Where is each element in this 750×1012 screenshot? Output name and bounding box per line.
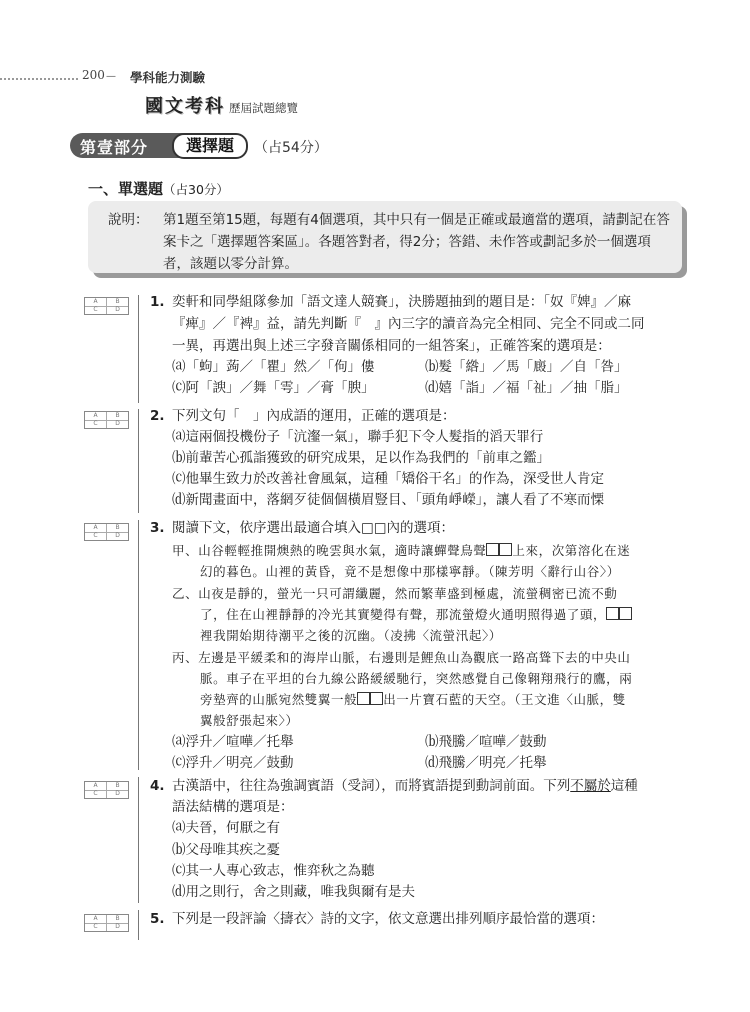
question-stem-line: 『痺』／『裨』益，請先判斷『 』內三字的讀音為完全相同、完全不同或二同 — [172, 316, 645, 332]
passage-jia-line — [172, 541, 630, 561]
question-stem: 閱讀下文，依序選出最適合填入□□內的選項： — [172, 520, 455, 536]
answer-box-q5[interactable] — [84, 914, 129, 932]
passage-bing-line — [200, 690, 626, 710]
option-b: ⒝父母唯其疾之憂 — [172, 842, 280, 858]
option-a: ⒜夫晉，何厭之有 — [172, 820, 280, 836]
answer-cell-d[interactable]: D — [115, 532, 120, 539]
passage-bing-line: 脈。車子在平坦的台九線公路緩緩馳行，突然感覺自己像翱翔飛行的鷹，兩 — [200, 671, 633, 686]
passage-jia-line: 幻的暮色。山裡的黃昏，竟不是想像中那樣寧靜。（陳芳明〈辭行山谷〉） — [200, 564, 620, 579]
answer-cell-c[interactable]: C — [85, 420, 107, 428]
question-divider — [138, 295, 139, 403]
answer-cell-c[interactable]: C — [85, 306, 107, 314]
answer-cell-a[interactable]: A — [85, 524, 107, 533]
question-number: 3. — [150, 520, 165, 536]
instructions-line: 者，該題以零分計算。 — [163, 256, 298, 272]
question-stem-line: 語法結構的選項是： — [172, 799, 294, 815]
blank-box — [486, 543, 499, 556]
section-score: （占30分） — [163, 182, 229, 197]
option-c: ⒞他畢生致力於改善社會風氣，這種「矯俗干名」的作為，深受世人肯定 — [172, 471, 604, 487]
question-stem-line: 奕軒和同學組隊參加「語文達人競賽」，決勝題抽到的題目是：「奴『婢』／麻 — [172, 294, 631, 310]
part-title: 選擇題 — [172, 133, 248, 159]
answer-cell-d[interactable]: D — [115, 420, 120, 427]
blank-box — [357, 692, 370, 705]
answer-cell-b[interactable]: B — [107, 915, 128, 924]
option-d: ⒟飛騰／明亮／托舉 — [425, 755, 547, 771]
answer-cell-a[interactable]: A — [85, 412, 107, 421]
answer-cell-d[interactable]: D — [115, 923, 120, 930]
question-number: 4. — [150, 778, 165, 794]
question-divider — [138, 910, 139, 940]
question-divider — [138, 777, 139, 903]
section-title: 一、單選題 — [88, 180, 164, 198]
blank-box — [499, 543, 512, 556]
answer-cell-b[interactable]: B — [107, 524, 128, 533]
answer-cell-b[interactable]: B — [107, 412, 128, 421]
instructions-box — [88, 201, 682, 273]
passage-text: 上來，次第溶化在迷 — [512, 543, 631, 558]
question-number: 2. — [150, 408, 165, 424]
question-number: 5. — [150, 911, 165, 927]
blank-box — [370, 692, 383, 705]
blank-box — [619, 607, 632, 620]
passage-text: 甲、山谷輕輕推開燠熱的晚雲與水氣，適時讓蟬聲鳥聲 — [172, 543, 487, 558]
option-d: ⒟新聞畫面中，落網歹徒個個橫眉豎目、「頭角崢嶸」，讓人看了不寒而慄 — [172, 492, 604, 508]
option-b: ⒝飛騰／喧嘩／鼓動 — [425, 734, 547, 750]
passage-text: 出一片寶石藍的天空。（王文進〈山脈，雙 — [383, 692, 626, 707]
question-number: 1. — [150, 294, 165, 310]
option-c: ⒞阿「諛」／舞「雩」／膏「腴」 — [172, 380, 375, 396]
option-d: ⒟用之則行，舍之則藏，唯我與爾有是夫 — [172, 884, 415, 900]
question-stem-line: 一異，再選出與上述三字發音關係相同的一組答案」，正確答案的選項是： — [172, 338, 611, 354]
option-b: ⒝前輩苦心孤詣獲致的研究成果，足以作為我們的「前車之鑑」 — [172, 450, 550, 466]
part-label: 第壹部分 — [80, 138, 149, 157]
passage-text: 旁墊齊的山脈宛然雙翼一般 — [200, 692, 358, 707]
instructions-line: 第1題至第15題，每題有4個選項，其中只有一個是正確或最適當的選項，請劃記在答 — [163, 212, 670, 228]
instructions-text — [163, 209, 749, 275]
question-stem: 下列文句「 」內成語的運用，正確的選項是： — [172, 408, 456, 424]
stem-underline: 不屬於 — [570, 778, 611, 794]
option-a: ⒜「蚼」蒟／「瞿」然／「佝」僂 — [172, 359, 375, 375]
stem-text: 古漢語中，往往為強調賓語（受詞），而將賓語提到動詞前面。下列 — [172, 778, 571, 794]
option-c: ⒞其一人專心致志，惟弈秋之為聽 — [172, 863, 375, 879]
book-title-row — [145, 92, 298, 118]
stem-text: 這種 — [610, 778, 638, 794]
option-d: ⒟嬉「詣」／福「祉」／抽「脂」 — [425, 380, 628, 396]
answer-box-q1[interactable] — [84, 297, 129, 315]
series-title: 學科能力測驗 — [130, 70, 206, 85]
passage-yi-line — [200, 605, 632, 625]
blank-box — [606, 607, 619, 620]
passage-yi-line: 裡我開始期待潮平之後的沉幽。（凌拂〈流螢汛起〉） — [200, 628, 502, 643]
answer-box-q2[interactable] — [84, 411, 129, 429]
question-stem — [172, 776, 638, 796]
answer-cell-b[interactable]: B — [107, 782, 128, 791]
answer-cell-b[interactable]: B — [107, 298, 128, 307]
book-subtitle: 歷屆試題總覽 — [229, 101, 298, 115]
book-title: 國文考科 — [145, 96, 225, 117]
passage-bing-line: 翼般舒張起來〉） — [200, 713, 299, 728]
answer-cell-c[interactable]: C — [85, 790, 107, 798]
instructions-line: 案卡之「選擇題答案區」。各題答對者，得2分；答錯、未作答或劃記多於一個選項 — [163, 234, 651, 250]
page-number: 200 — [82, 68, 105, 82]
answer-cell-a[interactable]: A — [85, 298, 107, 307]
option-b: ⒝髮「綹」／馬「廄」／自「咎」 — [425, 359, 628, 375]
header-dotted-rule — [0, 78, 78, 80]
answer-cell-c[interactable]: C — [85, 923, 107, 931]
answer-box-q4[interactable] — [84, 781, 129, 799]
answer-cell-d[interactable]: D — [115, 306, 120, 313]
passage-text: 了，住在山裡靜靜的冷光其實變得有聲，那流螢燈火通明照得過了頭， — [200, 607, 607, 622]
passage-yi-line: 乙、山夜是靜的，螢光一只可謂纖麗，然而繁華盛到極處，流螢稠密已流不動 — [172, 586, 618, 601]
section-heading — [88, 178, 229, 199]
answer-cell-d[interactable]: D — [115, 790, 120, 797]
instructions-label: 說明： — [108, 212, 149, 228]
header-separator: — — [106, 71, 116, 82]
answer-cell-c[interactable]: C — [85, 532, 107, 540]
passage-bing-line: 丙、左邊是平緩柔和的海岸山脈，右邊則是鯉魚山為觀底一路高聳下去的中央山 — [172, 650, 631, 665]
question-divider — [138, 409, 139, 513]
option-a: ⒜浮升／喧嘩／托舉 — [172, 734, 294, 750]
answer-box-q3[interactable] — [84, 523, 129, 541]
option-c: ⒞浮升／明亮／鼓動 — [172, 755, 294, 771]
option-a: ⒜這兩個投機份子「沆瀣一氣」，聯手犯下令人髮指的滔天罪行 — [172, 429, 544, 445]
part-score: （占54分） — [254, 140, 328, 156]
question-divider — [138, 520, 139, 770]
answer-cell-a[interactable]: A — [85, 915, 107, 924]
answer-cell-a[interactable]: A — [85, 782, 107, 791]
question-stem: 下列是一段評論〈擣衣〉詩的文字，依文意選出排列順序最恰當的選項： — [172, 911, 604, 927]
